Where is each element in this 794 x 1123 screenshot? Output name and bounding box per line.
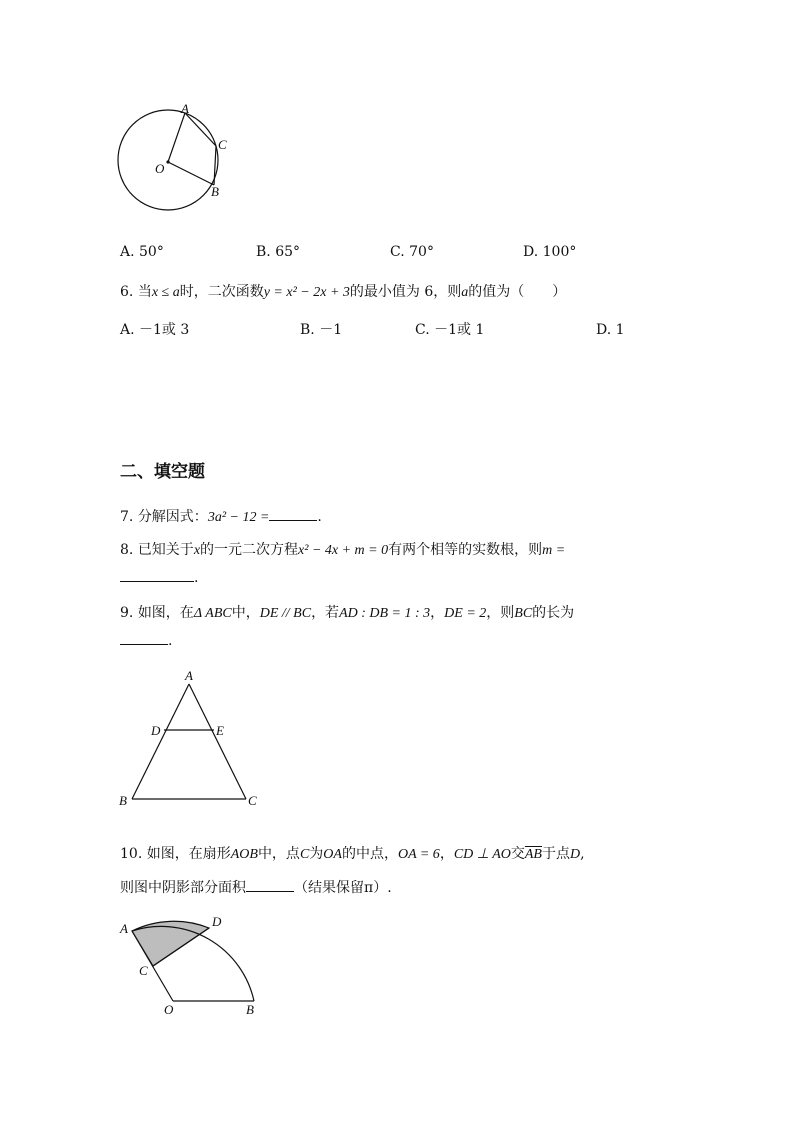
section-heading: 二、填空题	[120, 462, 205, 482]
fig5-label-c: C	[218, 137, 227, 152]
question-8-line2: .	[120, 567, 198, 587]
answer-blank-8[interactable]	[120, 567, 194, 582]
fig9-label-d: D	[151, 723, 161, 738]
fig9-label-b: B	[119, 793, 127, 808]
answer-blank-10[interactable]	[246, 877, 294, 892]
question-9: 9. 如图，在Δ ABC中，DE // BC，若AD : DB = 1 : 3，DE = 2，则BC的长为	[120, 605, 575, 621]
fig5-label-a: A	[181, 101, 189, 116]
q5-option-c: C. 70°	[390, 244, 434, 260]
question-7: 7. 分解因式：3a² − 12 = .	[120, 506, 322, 527]
question-10-line2: 则图中阴影部分面积 （结果保留π）.	[120, 877, 392, 897]
fig5-label-o: O	[155, 161, 165, 176]
question-6: 6. 当x ≤ a时，二次函数y = x² − 2x + 3的最小值为 6，则a的值为（ ）	[120, 284, 567, 300]
question-10: 10. 如图，在扇形AOB中，点C为OA的中点，OA = 6，CD ⊥ AO交$\overline{AB}$于点D,	[120, 846, 585, 862]
fig10-label-c: C	[139, 963, 148, 978]
question-9-line2: .	[120, 630, 172, 650]
question-8: 8. 已知关于x的一元二次方程x² − 4x + m = 0有两个相等的实数根，则m =	[120, 542, 566, 558]
q6-option-c: C. －1或 1	[415, 322, 485, 338]
fig10-label-d: D	[212, 914, 222, 929]
fig5-label-b: B	[211, 184, 219, 199]
triangle-figure	[112, 665, 272, 815]
fig9-label-e: E	[216, 723, 224, 738]
answer-blank-9[interactable]	[120, 630, 168, 645]
q6-option-b: B. －1	[300, 322, 343, 338]
q5-option-a: A. 50°	[120, 244, 164, 260]
answer-blank-7[interactable]	[269, 506, 317, 521]
fig9-label-c: C	[248, 793, 257, 808]
fig10-label-b: B	[246, 1002, 254, 1017]
sector-figure	[112, 910, 272, 1025]
q5-option-d: D. 100°	[523, 244, 577, 260]
fig10-label-o: O	[164, 1002, 174, 1017]
fig9-label-a: A	[185, 668, 193, 683]
q6-option-a: A. －1或 3	[120, 322, 190, 338]
q5-option-b: B. 65°	[256, 244, 301, 260]
q6-option-d: D. 1	[596, 322, 625, 338]
circle-figure	[110, 100, 245, 220]
fig10-label-a: A	[120, 921, 128, 936]
